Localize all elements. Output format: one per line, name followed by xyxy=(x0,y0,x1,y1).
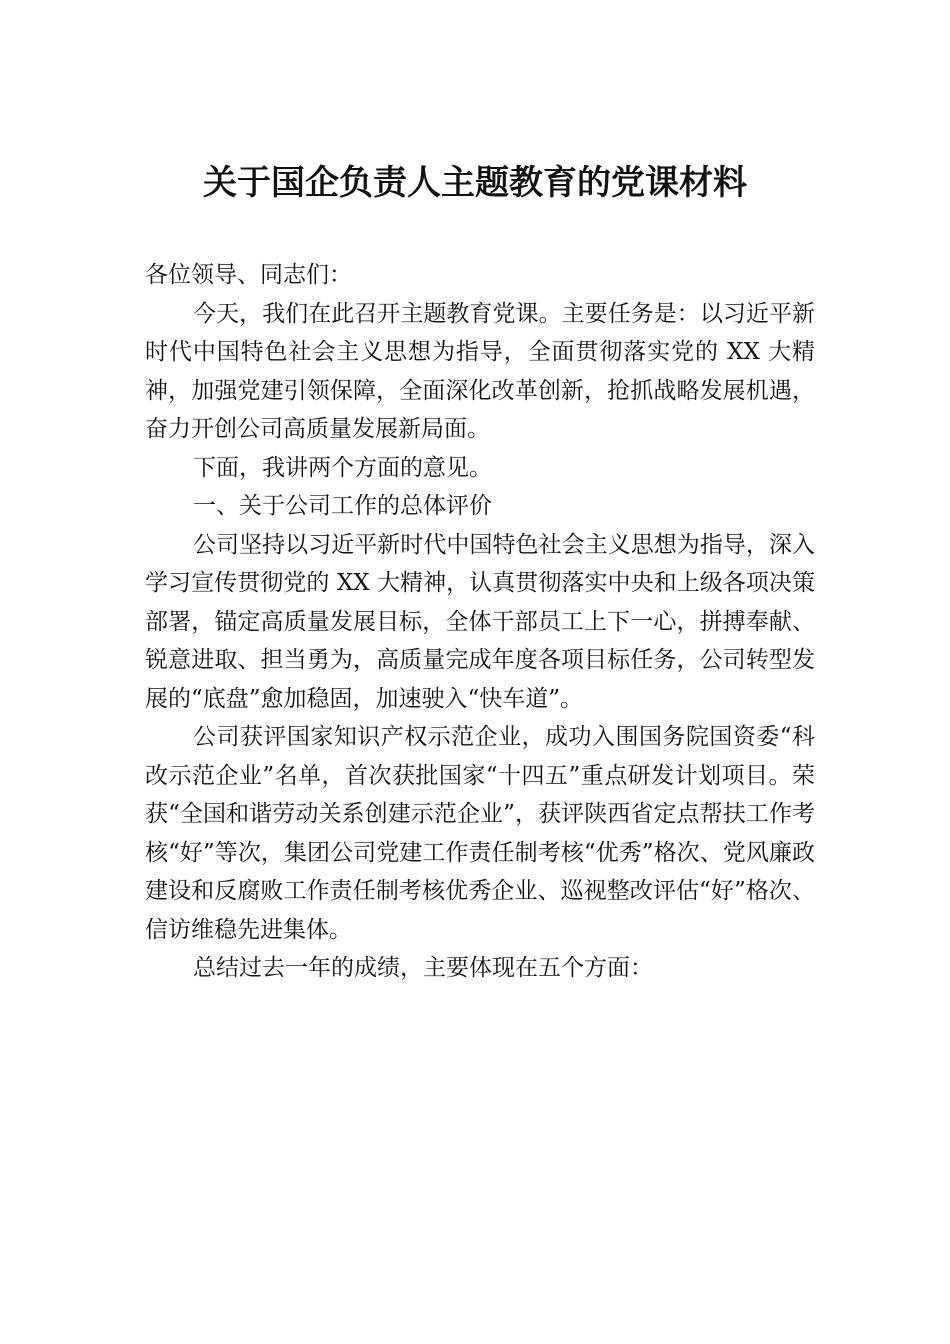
section-heading-1: 一、关于公司工作的总体评价 xyxy=(193,493,492,519)
paragraph-transition: 下面，我讲两个方面的意见。 xyxy=(193,454,492,481)
document-title: 关于国企负责人主题教育的党课材料 xyxy=(203,163,747,203)
paragraph-awards: 公司获评国家知识产权示范企业，成功入围国务院国资委“科改示范企业”名单，首次获批国家“十四五”重点研发计划项目。荣获“全国和谐劳动关系创建示范企业”，获评陕西省定点帮扶工作考核“好”等次，集团公司党建工作责任制考核“优秀”格次、党风廉政建设和反腐败工作责任制考核优秀企业、巡视整改评估“好”格次、信访维稳先进集体。 xyxy=(145,724,815,943)
document-body xyxy=(145,256,815,988)
paragraph-summary: 总结过去一年的成绩，主要体现在五个方面： xyxy=(193,955,653,981)
paragraph-evaluation: 公司坚持以习近平新时代中国特色社会主义思想为指导，深入学习宣传贯彻党的 XX 大精神，认真贯彻落实中央和上级各项决策部署，锚定高质量发展目标，全体干部员工上下一心，拼搏奉献、锐意进取、担当勇为，高质量完成年度各项目标任务，公司转型发展的“底盘”愈加稳固，加速驶入“快车道”。 xyxy=(145,531,815,712)
salutation: 各位领导、同志们： xyxy=(145,262,352,288)
paragraph-intro: 今天，我们在此召开主题教育党课。主要任务是：以习近平新时代中国特色社会主义思想为指导，全面贯彻落实党的 XX 大精神，加强党建引领保障，全面深化改革创新，抢抓战略发展机遇，奋力开创公司高质量发展新局面。 xyxy=(145,300,815,442)
